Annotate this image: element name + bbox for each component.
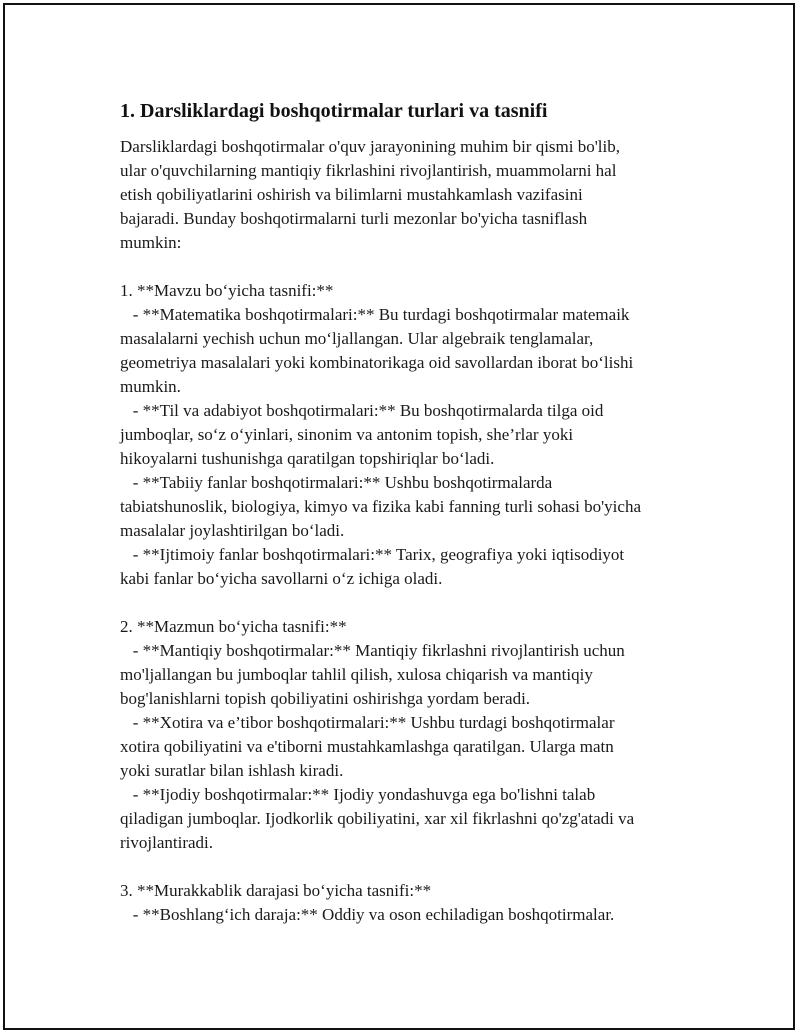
text-line: geometriya masalalari yoki kombinatorikaga oid savollardan iborat bo‘lishi [120, 353, 634, 372]
paragraph-gap [120, 255, 700, 279]
text-line: bajaradi. Bunday boshqotirmalarni turli mezonlar bo'yicha tasniflash [120, 209, 588, 228]
text-line: - **Til va adabiyot boshqotirmalari:** Bu boshqotirmalarda tilga oid [120, 401, 604, 420]
text-line: etish qobiliyatlarini oshirish va bilimlarni mustahkamlash vazifasini [120, 185, 583, 204]
text-line: jumboqlar, so‘z o‘yinlari, sinonim va antonim topish, she’rlar yoki [120, 425, 574, 444]
text-line: 1. **Mavzu bo‘yicha tasnifi:** [120, 281, 334, 300]
paragraph-gap [120, 591, 700, 615]
section-topic-classification [120, 279, 700, 591]
section-content-classification [120, 615, 700, 855]
text-line: - **Ijodiy boshqotirmalar:** Ijodiy yondashuvga ega bo'lishni talab [120, 785, 596, 804]
text-line: rivojlantiradi. [120, 833, 214, 852]
text-line: ular o'quvchilarning mantiqiy fikrlashini rivojlantirish, muammolarni hal [120, 161, 617, 180]
text-line: masalalar joylashtirilgan bo‘ladi. [120, 521, 345, 540]
intro-paragraph [120, 135, 700, 255]
text-line: - **Xotira va e’tibor boshqotirmalari:** Ushbu turdagi boshqotirmalar [120, 713, 615, 732]
text-line: mo'ljallangan bu jumboqlar tahlil qilish, xulosa chiqarish va mantiqiy [120, 665, 593, 684]
text-line: mumkin. [120, 377, 181, 396]
text-line: masalalarni yechish uchun mo‘ljallangan. Ular algebraik tenglamalar, [120, 329, 594, 348]
page-frame [3, 3, 795, 1030]
text-line: - **Mantiqiy boshqotirmalar:** Mantiqiy fikrlashni rivojlantirish uchun [120, 641, 625, 660]
text-line: 3. **Murakkablik darajasi bo‘yicha tasnifi:** [120, 881, 432, 900]
text-line: bog'lanishlarni topish qobiliyatini oshirishga yordam beradi. [120, 689, 531, 708]
text-line: hikoyalarni tushunishga qaratilgan topshiriqlar bo‘ladi. [120, 449, 495, 468]
text-line: 2. **Mazmun bo‘yicha tasnifi:** [120, 617, 347, 636]
paragraph-gap [120, 855, 700, 879]
text-line: xotira qobiliyatini va e'tiborni mustahkamlashga qaratilgan. Ularga matn [120, 737, 614, 756]
text-line: - **Matematika boshqotirmalari:** Bu turdagi boshqotirmalar matemaik [120, 305, 630, 324]
text-line: qiladigan jumboqlar. Ijodkorlik qobiliyatini, xar xil fikrlashni qo'zg'atadi va [120, 809, 635, 828]
text-line: - **Tabiiy fanlar boshqotirmalari:** Ushbu boshqotirmalarda [120, 473, 553, 492]
text-line: kabi fanlar bo‘yicha savollarni o‘z ichiga oladi. [120, 569, 443, 588]
text-line: mumkin: [120, 233, 182, 252]
text-line: yoki suratlar bilan ishlash kiradi. [120, 761, 344, 780]
text-line: Darsliklardagi boshqotirmalar o'quv jarayonining muhim bir qismi bo'lib, [120, 137, 620, 156]
text-line: - **Boshlang‘ich daraja:** Oddiy va oson echiladigan boshqotirmalar. [120, 905, 615, 924]
text-line: tabiatshunoslik, biologiya, kimyo va fizika kabi fanning turli sohasi bo'yicha [120, 497, 641, 516]
section-difficulty-classification [120, 879, 700, 927]
document-body [120, 97, 700, 927]
text-line: - **Ijtimoiy fanlar boshqotirmalari:** Tarix, geografiya yoki iqtisodiyot [120, 545, 625, 564]
document-title: 1. Darsliklardagi boshqotirmalar turlari va tasnifi [120, 100, 548, 122]
